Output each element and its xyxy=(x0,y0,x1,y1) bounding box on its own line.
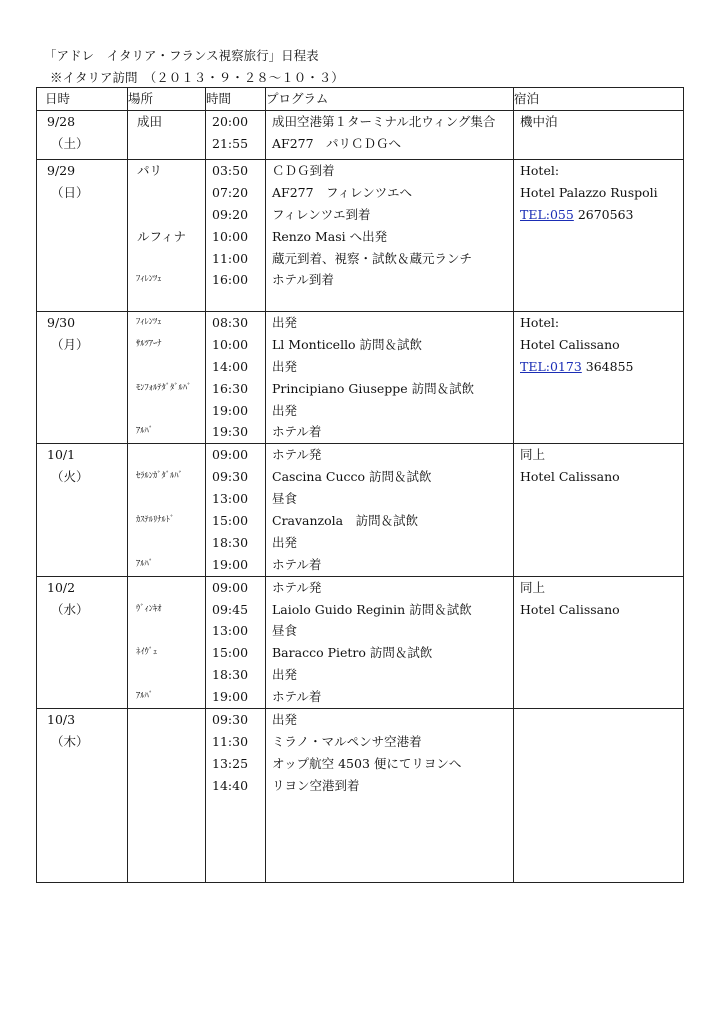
phone-link[interactable]: TEL:0173 xyxy=(520,358,582,374)
time-text: 14:40 xyxy=(212,777,249,793)
date-text: 10/3 xyxy=(47,712,76,728)
date-text: 9/28 xyxy=(47,114,76,129)
time-text: 20:00 xyxy=(212,114,249,129)
time-text: 19:00 xyxy=(212,556,249,572)
time-cell xyxy=(206,160,266,312)
time-text: 19:00 xyxy=(212,689,249,705)
day-row xyxy=(37,312,684,444)
place-text: ﾈｲｳﾞｪ xyxy=(136,647,158,658)
time-text: 19:00 xyxy=(212,402,249,418)
program-text: ホテル到着 xyxy=(272,272,334,288)
time-cell xyxy=(206,111,266,160)
hotel-cell xyxy=(514,444,684,576)
place-text xyxy=(128,248,205,270)
time-text: 18:30 xyxy=(212,667,249,683)
program-cell xyxy=(266,709,514,883)
time-text: 13:25 xyxy=(212,755,249,771)
hotel-cell xyxy=(514,709,684,883)
time-cell xyxy=(206,444,266,576)
date-cell xyxy=(37,444,128,576)
place-text: ｻﾙﾂｱｰﾅ xyxy=(136,338,162,349)
place-text: ｶｽﾃﾙﾘﾅﾙﾄﾞ xyxy=(136,515,175,526)
program-text: Renzo Masi へ出発 xyxy=(272,228,388,244)
time-text: 09:45 xyxy=(212,601,249,617)
program-cell xyxy=(266,444,514,576)
program-cell xyxy=(266,576,514,708)
place-cell xyxy=(128,160,206,312)
place-text xyxy=(128,664,205,686)
place-text: ｱﾙﾊﾞ xyxy=(136,426,154,437)
place-text xyxy=(128,444,205,466)
header-hotel: 宿泊 xyxy=(514,88,684,111)
program-text: AF277 パリＣＤＧへ xyxy=(272,135,402,151)
date-cell xyxy=(37,312,128,444)
place-cell xyxy=(128,312,206,444)
header-program: プログラム xyxy=(266,88,514,111)
place-text xyxy=(128,204,205,226)
time-text: 09:00 xyxy=(212,579,249,595)
time-text: 13:00 xyxy=(212,623,249,639)
time-text: 14:00 xyxy=(212,358,249,374)
time-text: 16:00 xyxy=(212,272,249,288)
phone-link[interactable]: TEL:055 xyxy=(520,206,574,222)
program-text: ホテル発 xyxy=(272,447,322,463)
time-text: 09:00 xyxy=(212,447,249,463)
hotel-cell xyxy=(514,576,684,708)
place-text: ﾌｨﾚﾝﾂｪ xyxy=(136,317,162,327)
hotel-text: Hotel: xyxy=(520,163,560,178)
place-cell xyxy=(128,444,206,576)
program-text: ホテル発 xyxy=(272,579,322,595)
hotel-phone xyxy=(514,204,683,226)
header-row xyxy=(37,88,684,111)
program-text: Laiolo Guido Reginin 訪問＆試飲 xyxy=(272,601,472,617)
program-text: Principiano Giuseppe 訪問＆試飲 xyxy=(272,380,475,396)
time-text: 09:30 xyxy=(212,712,249,728)
program-text: リヨン空港到着 xyxy=(272,777,360,793)
header-date: 日時 xyxy=(37,88,128,111)
hotel-text: Hotel Calissano xyxy=(520,469,620,485)
place-text xyxy=(128,532,205,554)
program-text: 出発 xyxy=(272,667,298,683)
program-text: 出発 xyxy=(272,402,298,418)
program-text: Baracco Pietro 訪問＆試飲 xyxy=(272,645,433,661)
program-text: 昼食 xyxy=(272,623,298,639)
weekday-text: （月） xyxy=(51,336,89,352)
hotel-text: Hotel Calissano xyxy=(520,336,620,352)
time-cell xyxy=(206,709,266,883)
date-text: 10/1 xyxy=(47,447,76,463)
time-text: 19:30 xyxy=(212,424,249,440)
time-text: 10:00 xyxy=(212,228,249,244)
program-cell xyxy=(266,160,514,312)
phone-number: 2670563 xyxy=(573,206,634,222)
day-row xyxy=(37,111,684,160)
day-row xyxy=(37,444,684,576)
time-text: 16:30 xyxy=(212,380,249,396)
program-text: 出発 xyxy=(272,712,298,728)
program-text: ミラノ・マルペンサ空港着 xyxy=(272,733,422,749)
time-cell xyxy=(206,576,266,708)
place-text xyxy=(128,620,205,642)
place-text: ｳﾞｨﾝｷｵ xyxy=(136,603,162,614)
program-cell xyxy=(266,111,514,160)
time-text: 09:30 xyxy=(212,469,249,485)
time-cell xyxy=(206,312,266,444)
program-text: Cascina Cucco 訪問＆試飲 xyxy=(272,469,432,485)
time-text: 15:00 xyxy=(212,645,249,661)
phone-number: 364855 xyxy=(581,358,634,374)
hotel-cell xyxy=(514,312,684,444)
place-text xyxy=(128,182,205,204)
hotel-text: 機中泊 xyxy=(520,114,558,129)
hotel-text: 同上 xyxy=(520,579,546,595)
date-text: 9/29 xyxy=(47,163,76,178)
hotel-phone xyxy=(514,356,683,378)
weekday-text: （水） xyxy=(51,601,89,617)
time-text: 11:30 xyxy=(212,733,249,749)
program-text: オップ航空 4503 便にてリヨンへ xyxy=(272,755,462,771)
weekday-text: （日） xyxy=(51,184,89,200)
place-text: ルフィナ xyxy=(137,228,187,244)
place-cell xyxy=(128,111,206,160)
place-text xyxy=(128,488,205,510)
date-cell xyxy=(37,160,128,312)
place-text: パリ xyxy=(137,163,163,178)
schedule-table xyxy=(36,87,684,883)
program-text: 出発 xyxy=(272,315,298,330)
header-place: 場所 xyxy=(128,88,206,111)
place-cell xyxy=(128,576,206,708)
program-text: ホテル着 xyxy=(272,424,322,440)
program-text: フィレンツエ到着 xyxy=(272,206,371,222)
day-row xyxy=(37,160,684,312)
program-text: 成田空港第１ターミナル北ウィング集合 xyxy=(272,114,496,129)
place-text: ｾﾗﾙﾝｶﾞﾀﾞﾙﾊﾞ xyxy=(136,471,183,482)
time-text: 13:00 xyxy=(212,491,249,507)
time-text: 18:30 xyxy=(212,534,249,550)
document-title: 「アドレ イタリア・フランス視察旅行」日程表 xyxy=(44,48,319,63)
program-text: Cravanzola 訪問＆試飲 xyxy=(272,513,419,529)
document-subtitle: ※イタリア訪問 （２０１３・９・２８～１０・３） xyxy=(50,70,344,85)
program-text: ＣＤＧ到着 xyxy=(272,163,335,178)
time-text: 03:50 xyxy=(212,163,249,178)
hotel-text: Hotel Palazzo Ruspoli xyxy=(520,184,658,200)
program-text: 昼食 xyxy=(272,491,298,507)
time-text: 11:00 xyxy=(212,250,249,266)
program-text: AF277 フィレンツエへ xyxy=(272,184,412,200)
date-cell xyxy=(37,111,128,160)
day-row xyxy=(37,709,684,883)
place-cell xyxy=(128,709,206,883)
weekday-text: （木） xyxy=(51,733,89,749)
place-text: ﾌｨﾚﾝﾂｪ xyxy=(136,274,162,285)
time-text: 10:00 xyxy=(212,336,249,352)
weekday-text: （火） xyxy=(51,469,89,485)
place-text xyxy=(128,356,205,378)
program-text: ホテル着 xyxy=(272,689,322,705)
program-text: 出発 xyxy=(272,534,298,550)
place-text xyxy=(128,133,205,155)
day-row xyxy=(37,576,684,708)
hotel-text: 同上 xyxy=(520,447,546,463)
program-text: 出発 xyxy=(272,358,298,374)
date-cell xyxy=(37,709,128,883)
time-text: 08:30 xyxy=(212,315,249,330)
program-text: Ll Monticello 訪問＆試飲 xyxy=(272,336,423,352)
place-text xyxy=(128,577,205,599)
place-text: 成田 xyxy=(137,114,163,129)
time-text: 21:55 xyxy=(212,135,249,151)
hotel-cell xyxy=(514,160,684,312)
hotel-text: Hotel Calissano xyxy=(520,601,620,617)
hotel-cell xyxy=(514,111,684,160)
program-cell xyxy=(266,312,514,444)
place-text: ﾓﾝﾌｫﾙﾃﾀﾞﾀﾞﾙﾊﾞ xyxy=(136,382,192,393)
time-text: 15:00 xyxy=(212,513,249,529)
date-text: 10/2 xyxy=(47,579,76,595)
header-time: 時間 xyxy=(206,88,266,111)
time-text: 09:20 xyxy=(212,206,249,222)
date-text: 9/30 xyxy=(47,315,76,330)
time-text: 07:20 xyxy=(212,184,249,200)
weekday-text: （土） xyxy=(51,135,89,151)
place-text: ｱﾙﾊﾞ xyxy=(136,691,154,702)
place-text xyxy=(128,400,205,422)
place-text: ｱﾙﾊﾞ xyxy=(136,558,154,569)
program-text: 蔵元到着、視察・試飲＆蔵元ランチ xyxy=(272,250,473,266)
hotel-text: Hotel: xyxy=(520,315,560,330)
program-text: ホテル着 xyxy=(272,556,322,572)
date-cell xyxy=(37,576,128,708)
